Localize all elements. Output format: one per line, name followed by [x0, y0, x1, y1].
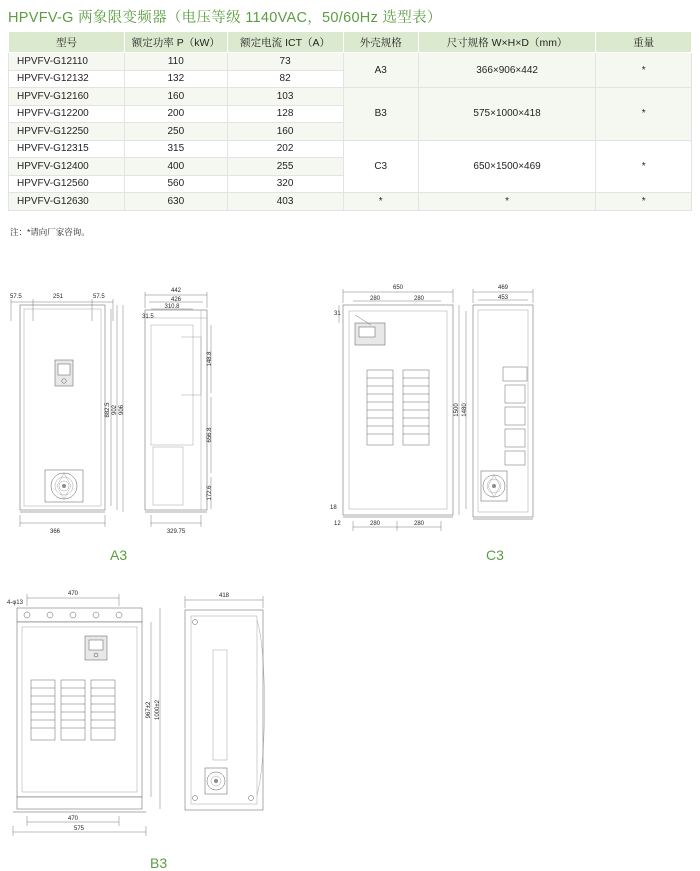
cell-dimension: 575×1000×418: [418, 88, 596, 141]
cell-model: HPVFV-G12630: [9, 193, 125, 211]
c3-side-view: [473, 285, 533, 519]
cell-power: 560: [125, 175, 227, 193]
cell-model: HPVFV-G12200: [9, 105, 125, 123]
dim-c3-bottom-small2: 12: [334, 521, 341, 527]
drawing-label-b3: B3: [150, 855, 168, 871]
dim-a3-right-offset: 57.5: [93, 294, 105, 300]
dim-a3-side-310: 310.8: [164, 304, 180, 310]
a3-front-view: [10, 294, 125, 535]
cell-power: 110: [125, 53, 227, 71]
dim-c3-bottom-small: 18: [330, 505, 337, 511]
cell-model: HPVFV-G12250: [9, 123, 125, 141]
dim-c3-side-depth: 469: [497, 285, 509, 291]
b3-side-view: [185, 593, 265, 810]
dim-c3-bottom-seg-a: 280: [369, 521, 381, 527]
cell-model: HPVFV-G12132: [9, 70, 125, 88]
column-header-power: 额定功率 P（kW）: [125, 32, 227, 53]
dim-a3-side-426: 426: [170, 297, 182, 303]
page-title: HPVFV-G 两象限变频器（电压等级 1140VAC，50/60Hz 选型表）: [8, 10, 442, 26]
cell-weight: *: [596, 53, 692, 88]
dim-c3-total-width: 650: [392, 285, 404, 291]
dim-a3-side-total-width: 442: [170, 288, 182, 294]
dim-a3-width: 366: [49, 529, 61, 535]
cell-current: 103: [227, 88, 343, 106]
cell-dimension: 650×1500×469: [418, 140, 596, 193]
cell-model: HPVFV-G12160: [9, 88, 125, 106]
dim-a3-side-top-small: 31.5: [142, 314, 154, 320]
column-header-weight: 重量: [596, 32, 692, 53]
c3-front-view: [330, 285, 468, 531]
dim-c3-seg-b: 280: [413, 296, 425, 302]
cell-current: 255: [227, 158, 343, 176]
cell-power: 200: [125, 105, 227, 123]
dim-b3-height-967: 967±2: [146, 701, 152, 719]
dim-c3-height-inner: 1480: [462, 403, 468, 417]
dim-b3-width-bottom: 470: [67, 816, 79, 822]
dim-a3-height-b: 902: [112, 404, 118, 416]
dimension-drawings: [0, 250, 700, 871]
cell-shell: C3: [343, 140, 418, 193]
b3-front-view: [7, 591, 161, 836]
dim-b3-side-depth: 418: [218, 593, 230, 599]
drawing-b3: [5, 580, 305, 850]
dim-a3-center: 251: [53, 294, 64, 300]
dim-a3-height-c: 906: [119, 404, 125, 416]
cell-power: 250: [125, 123, 227, 141]
a3-side-view: [142, 288, 213, 535]
table-row: [9, 53, 692, 71]
specification-table: [8, 31, 692, 211]
dim-a3-height-a: 882.5: [105, 402, 111, 418]
drawing-a3: [5, 275, 325, 565]
drawing-label-c3: C3: [486, 547, 504, 563]
cell-current: 202: [227, 140, 343, 158]
cell-power: 160: [125, 88, 227, 106]
table-header-row: [9, 32, 692, 53]
cell-current: 82: [227, 70, 343, 88]
dim-c3-height: 1500: [454, 403, 460, 417]
dim-c3-side-depth-inner: 453: [497, 295, 509, 301]
dim-a3-side-height-mid: 656.8: [207, 427, 213, 443]
dim-b3-width-top: 470: [67, 591, 79, 597]
cell-current: 73: [227, 53, 343, 71]
dim-c3-bottom-seg-b: 280: [413, 521, 425, 527]
cell-model: HPVFV-G12400: [9, 158, 125, 176]
dim-a3-side-height-top: 148.8: [207, 351, 213, 367]
cell-shell: A3: [343, 53, 418, 88]
cell-model: HPVFV-G12560: [9, 175, 125, 193]
cell-weight: *: [596, 140, 692, 193]
cell-current: 320: [227, 175, 343, 193]
cell-current: 403: [227, 193, 343, 211]
drawing-label-a3: A3: [110, 547, 128, 563]
table-footnote: 注：*请向厂家咨询。: [10, 227, 90, 237]
cell-dimension: 366×906×442: [418, 53, 596, 88]
dim-b3-height-1000: 1000±2: [155, 700, 161, 720]
table-row: [9, 140, 692, 158]
drawing-c3: [325, 275, 655, 565]
cell-power: 630: [125, 193, 227, 211]
column-header-shell: 外壳规格: [343, 32, 418, 53]
cell-shell: *: [343, 193, 418, 211]
dim-a3-left-offset: 57.5: [10, 294, 22, 300]
dim-b3-width-575: 575: [73, 826, 85, 832]
column-header-dimension: 尺寸规格 W×H×D（mm）: [418, 32, 596, 53]
column-header-current: 额定电流 ICT（A）: [227, 32, 343, 53]
column-header-model: 型号: [9, 32, 125, 53]
cell-dimension: *: [418, 193, 596, 211]
table-row: [9, 88, 692, 106]
table-row: [9, 193, 692, 211]
cell-power: 400: [125, 158, 227, 176]
cell-power: 315: [125, 140, 227, 158]
cell-model: HPVFV-G12110: [9, 53, 125, 71]
cell-weight: *: [596, 88, 692, 141]
cell-current: 128: [227, 105, 343, 123]
cell-current: 160: [227, 123, 343, 141]
cell-weight: *: [596, 193, 692, 211]
dim-a3-side-height-bottom: 172.6: [207, 485, 213, 501]
dim-a3-side-base: 329.75: [166, 529, 186, 535]
dim-b3-hole-spec: 4-φ13: [7, 600, 23, 606]
dim-c3-seg-a: 280: [369, 296, 381, 302]
cell-shell: B3: [343, 88, 418, 141]
cell-model: HPVFV-G12315: [9, 140, 125, 158]
dim-c3-top-offset: 31: [334, 311, 341, 317]
cell-power: 132: [125, 70, 227, 88]
